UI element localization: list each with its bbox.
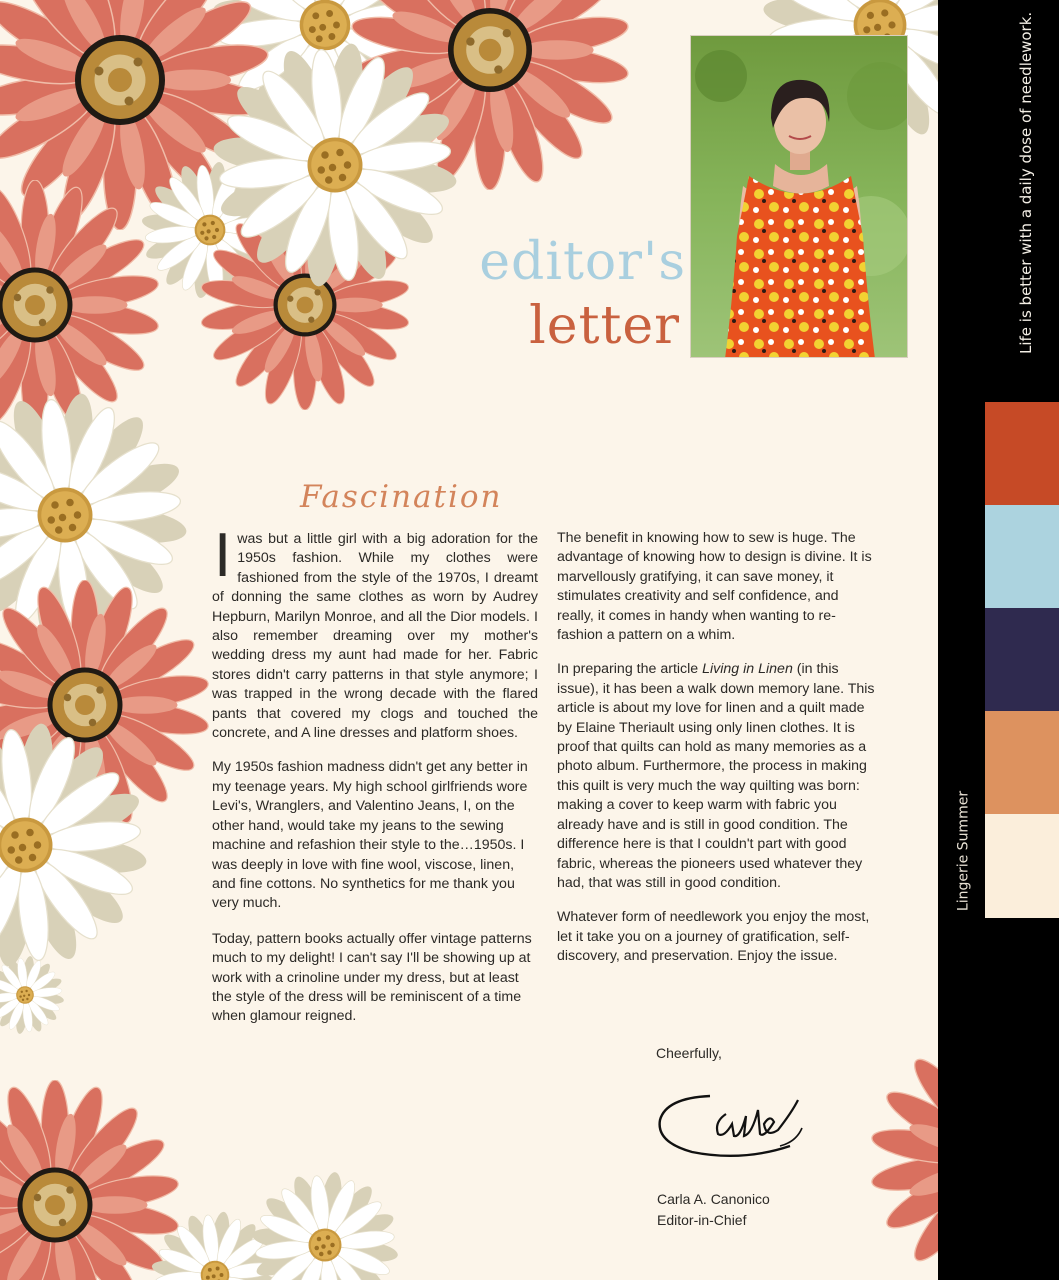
title-editors: editor's [479,232,686,292]
paragraph-6: Whatever form of needlework you enjoy the most, let it take you on a journey of gratification, self-discovery, and preservation. Enjoy the issue. [557,909,870,965]
paragraph-4: The benefit in knowing how to sew is huge. The advantage of knowing how to design is divine. It is marvellously gratifying, it can save money, it stimulates creativity and self confidence, and really, it comes in handy when wanting to re-fashion a pattern on a whim. [557,530,872,644]
palette-label: Lingerie Summer [955,790,972,912]
article-reference: Living in Linen [702,661,793,678]
swatch-cream [985,814,1059,918]
paragraph-5-text-b: (in this issue), it has been a walk down memory lane. This article is about my love for linen and a quilt made by Elaine Theriault using only linen clothes. It is proof that quilts can hold as many memories as a photo album. Furthermore, the process in making this quilt is very much the way quilting was born: making a cover to keep warm with fabric you already have and is still in good condition. The difference here is that I couldn't part with good fabric, whereas the pioneers used whatever they had, that was still in good condition. [557,661,875,891]
paragraph-5-text-a: In preparing the article [557,661,703,678]
paragraph-2: My 1950s fashion madness didn't get any better in my teenage years. My high school girlfriends wore Levi's, Wranglers, and Valentino Jeans, I, on the other hand, would take my jeans to the sewing machine and refashion their style to the…1950s. I was deeply in love with fine wool, viscose, linen, and fine cottons. No synthetics for me thank you very much. [212,759,528,912]
article-column-1 [212,521,538,1042]
sidebar-tagline: Life is better with a daily dose of needlework. [1017,11,1035,354]
handwritten-signature [652,1072,804,1184]
paragraph-1 [212,521,538,743]
article-column-2 [557,529,877,982]
article-heading: Fascination [300,479,503,515]
title-letter: letter [529,296,680,356]
drop-cap: I [214,521,232,590]
closing-salutation: Cheerfully, [656,1045,722,1061]
editor-portrait-photo [690,35,908,358]
swatch-orange [985,711,1059,814]
portrait-illustration [691,36,908,358]
paragraph-3: Today, pattern books actually offer vintage patterns much to my delight! I can't say I'll be showing up at work with a crinoline under my dress, but at least the style of the dress will be reminiscent of a time when glamour reigned. [212,930,532,1025]
swatch-rust [985,402,1059,505]
swatch-navy [985,608,1059,711]
swatch-light-blue [985,505,1059,608]
paragraph-1-text: was but a little girl with a big adoration for the 1950s fashion. While my clothes were fashioned from the style of the 1970s, I dreamt of donning the same clothes as worn by Audrey Hepburn, Marilyn Monroe, and all the Dior models. I also remember dreaming over my mother's wedding dress my aunt had made for her. Fabric stores didn't carry patterns in that style anymore; I was trapped in the wrong decade with the flared pants that covered my clogs and touched the concrete, and A line dresses and platform shoes. [212,531,538,742]
signer-role: Editor-in-Chief [657,1212,747,1228]
signer-name: Carla A. Canonico [657,1191,770,1207]
paragraph-5 [557,660,877,893]
signer-block [657,1189,770,1231]
